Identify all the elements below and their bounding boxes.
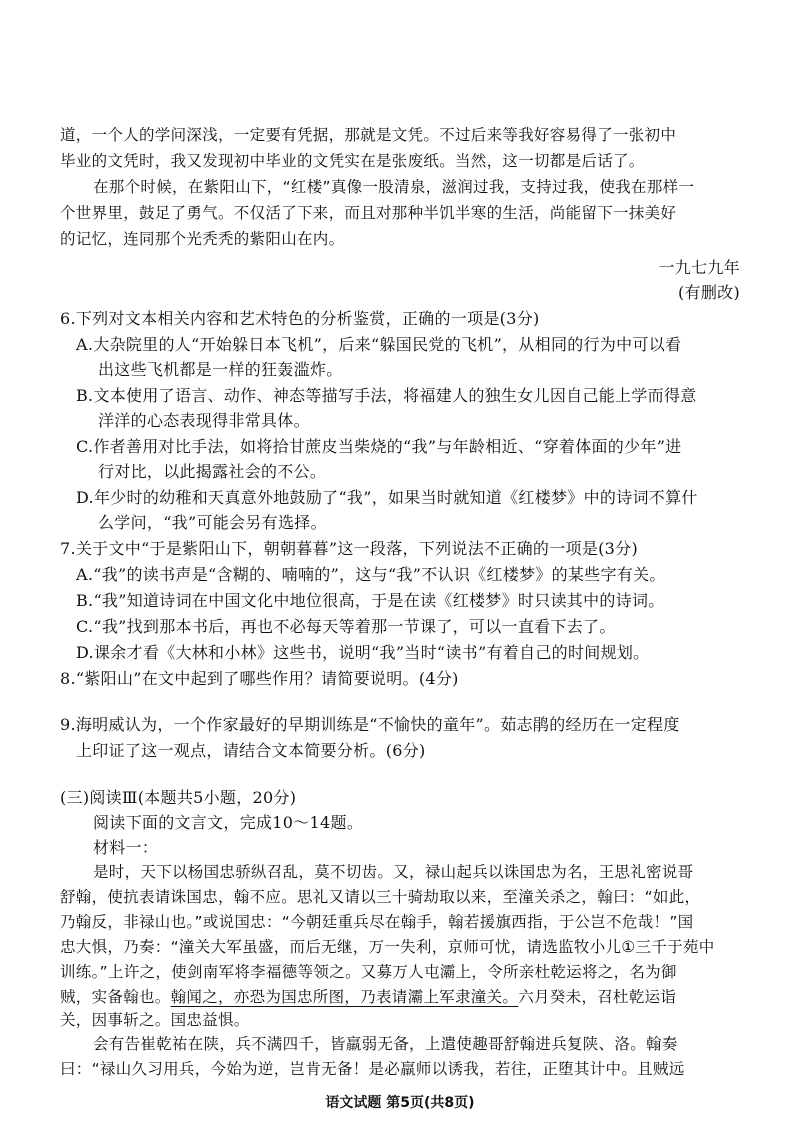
question-9-line1: 9.海明威认为，一个作家最好的早期训练是“不愉快的童年”。茹志鹃的经历在一定程度: [60, 715, 680, 734]
underlined-sentence: 翰闻之，亦恐为国忠所图，乃表请灞上军隶潼关。: [170, 988, 519, 1006]
section-3-instruction: 阅读下面的文言文，完成10～14题。: [93, 813, 364, 832]
q6-option-b-line2: 洋洋的心态表现得非常具体。: [98, 411, 310, 430]
q6-option-c-line2: 行对比，以此揭露社会的不公。: [98, 462, 327, 481]
q6-option-c-line1: C.作者善用对比手法，如将拾甘蔗皮当柴烧的“我”与年龄相近、“穿着体面的少年”进: [76, 437, 682, 456]
passage-line-4: 个世界里，鼓足了勇气。不仅活了下来，而且对那种半饥半寒的生活，尚能留下一抹美好: [60, 204, 677, 222]
q7-option-b: B.“我”知道诗词在中国文化中地位很高，于是在读《红楼梦》时只读其中的诗词。: [76, 591, 665, 610]
q7-option-a: A.“我”的读书声是“含糊的、喃喃的”，这与“我”不认识《红楼梦》的某些字有关。: [76, 565, 666, 584]
q7-option-d: D.课余才看《大林和小林》这些书，说明“我”当时“读书”有着自己的时间规划。: [76, 643, 650, 662]
material-1-label: 材料一：: [93, 838, 159, 857]
q6-option-a-line2: 出这些飞机都是一样的狂轰滥炸。: [98, 360, 343, 379]
classical-text-line-1: 是时，天下以杨国忠骄纵召乱，莫不切齿。又，禄山起兵以诛国忠为名，王思礼密说哥: [93, 863, 694, 881]
classical-text-line-7: 关，因事斩之。国忠益惧。: [60, 1011, 250, 1029]
classical-text-line-9: 曰：“禄山久习用兵，今始为逆，岂肯无备！是必羸师以诱我，若往，正堕其计中。且贼远: [60, 1060, 685, 1078]
classical-text-line-3: 乃翰反，非禄山也。”或说国忠：“今朝廷重兵尽在翰手，翰若援旗西指，于公岂不危哉！”国: [60, 913, 694, 931]
question-9-line2: 上印证了这一观点，请结合文本简要分析。(6分): [76, 741, 426, 760]
passage-date: 一九七九年: [658, 258, 740, 277]
passage-line-5: 的记忆，连同那个光秃秃的紫阳山在内。: [60, 230, 345, 248]
classical-text-line-4: 忠大惧，乃奏：“潼关大军虽盛，而后无继，万一失利，京师可忧，请选监牧小儿①三千于苑中: [60, 938, 715, 956]
classical-text-line-6-end: 六月癸未，召杜乾运诣: [518, 988, 677, 1006]
section-3-heading: (三)阅读Ⅲ(本题共5小题，20分): [60, 788, 297, 807]
passage-line-3: 在那个时候，在紫阳山下，“红楼”真像一股清泉，滋润过我，支持过我，使我在那样一: [93, 178, 695, 196]
q6-option-b-line1: B.文本使用了语言、动作、神态等描写手法，将福建人的独生女儿因自己能上学而得意: [76, 386, 697, 405]
q6-option-a-line1: A.大杂院里的人“开始躲日本飞机”，后来“躲国民党的飞机”，从相同的行为中可以看: [76, 335, 682, 354]
question-7-stem: 7.关于文中“于是紫阳山下，朝朝暮暮”这一段落，下列说法不正确的一项是(3分): [60, 539, 638, 558]
passage-line-2: 毕业的文凭时，我又发现初中毕业的文凭实在是张废纸。当然，这一切都是后话了。: [60, 152, 645, 170]
passage-line-1: 道，一个人的学问深浅，一定要有凭据，那就是文凭。不过后来等我好容易得了一张初中: [60, 126, 677, 144]
passage-note: (有删改): [678, 283, 740, 302]
classical-text-line-6-start: 贼，实备翰也。: [60, 988, 171, 1006]
page-footer: 语文试题 第5页(共8页): [325, 1095, 475, 1111]
classical-text-line-2: 舒翰，使抗表请诛国忠，翰不应。思礼又请以三十骑劫取以来，至潼关杀之，翰曰：“如此，: [60, 888, 701, 906]
classical-text-line-8: 会有告崔乾祐在陕，兵不满四千，皆羸弱无备，上遣使趣哥舒翰进兵复陕、洛。翰奏: [93, 1035, 678, 1053]
classical-text-line-6: [60, 987, 676, 1007]
q7-option-c: C.“我”找到那本书后，再也不必每天等着那一节课了，可以一直看下去了。: [76, 617, 616, 636]
question-6-stem: 6.下列对文本相关内容和艺术特色的分析鉴赏，正确的一项是(3分): [60, 309, 540, 328]
q6-option-d-line1: D.年少时的幼稚和天真意外地鼓励了“我”，如果当时就知道《红楼梦》中的诗词不算什: [76, 488, 698, 507]
question-8: 8.“紫阳山”在文中起到了哪些作用？请简要说明。(4分): [60, 669, 459, 688]
q6-option-d-line2: 么学问，“我”可能会另有选择。: [98, 513, 327, 532]
classical-text-line-5: 训练。”上许之，使剑南军将李福德等领之。又募万人屯灞上，令所亲杜乾运将之，名为御: [60, 963, 677, 981]
